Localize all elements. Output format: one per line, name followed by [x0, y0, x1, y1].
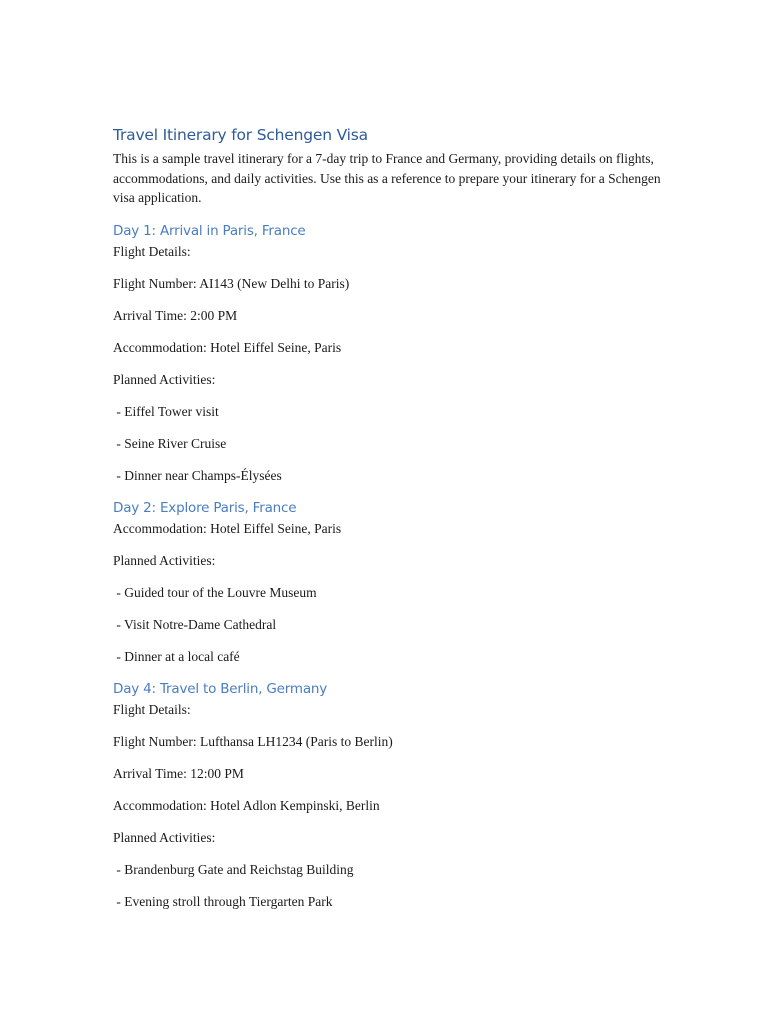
activity-item: - Dinner near Champs-Élysées [113, 467, 282, 483]
document-title: Travel Itinerary for Schengen Visa [113, 126, 368, 144]
intro-paragraph: This is a sample travel itinerary for a 7-day trip to France and Germany, providing details on flights, accommodations, and daily activities. Use this as a reference to prepare your itinerary for a Schengen visa application. [113, 151, 661, 205]
day-heading: Day 2: Explore Paris, France [113, 499, 297, 516]
day-section-1 [113, 221, 673, 485]
planned-activities-label: Planned Activities: [113, 371, 216, 387]
day-heading: Day 4: Travel to Berlin, Germany [113, 680, 328, 697]
accommodation: Accommodation: Hotel Adlon Kempinski, Berlin [113, 797, 380, 813]
accommodation: Accommodation: Hotel Eiffel Seine, Paris [113, 520, 342, 536]
planned-activities-label: Planned Activities: [113, 829, 216, 845]
day-section-4 [113, 679, 673, 911]
activity-item: - Guided tour of the Louvre Museum [113, 584, 317, 600]
day-heading: Day 1: Arrival in Paris, France [113, 222, 306, 239]
document-page [113, 124, 673, 911]
planned-activities-label: Planned Activities: [113, 552, 216, 568]
accommodation: Accommodation: Hotel Eiffel Seine, Paris [113, 339, 342, 355]
flight-details-label: Flight Details: [113, 243, 191, 259]
activity-item: - Dinner at a local café [113, 648, 240, 664]
flight-number: Flight Number: Lufthansa LH1234 (Paris to Berlin) [113, 733, 393, 749]
activity-item: - Visit Notre-Dame Cathedral [113, 616, 277, 632]
activity-item: - Evening stroll through Tiergarten Park [113, 893, 333, 909]
flight-number: Flight Number: AI143 (New Delhi to Paris) [113, 275, 350, 291]
arrival-time: Arrival Time: 2:00 PM [113, 307, 238, 323]
arrival-time: Arrival Time: 12:00 PM [113, 765, 244, 781]
day-section-2 [113, 498, 673, 666]
flight-details-label: Flight Details: [113, 701, 191, 717]
activity-item: - Eiffel Tower visit [113, 403, 219, 419]
activity-item: - Seine River Cruise [113, 435, 227, 451]
activity-item: - Brandenburg Gate and Reichstag Building [113, 861, 354, 877]
